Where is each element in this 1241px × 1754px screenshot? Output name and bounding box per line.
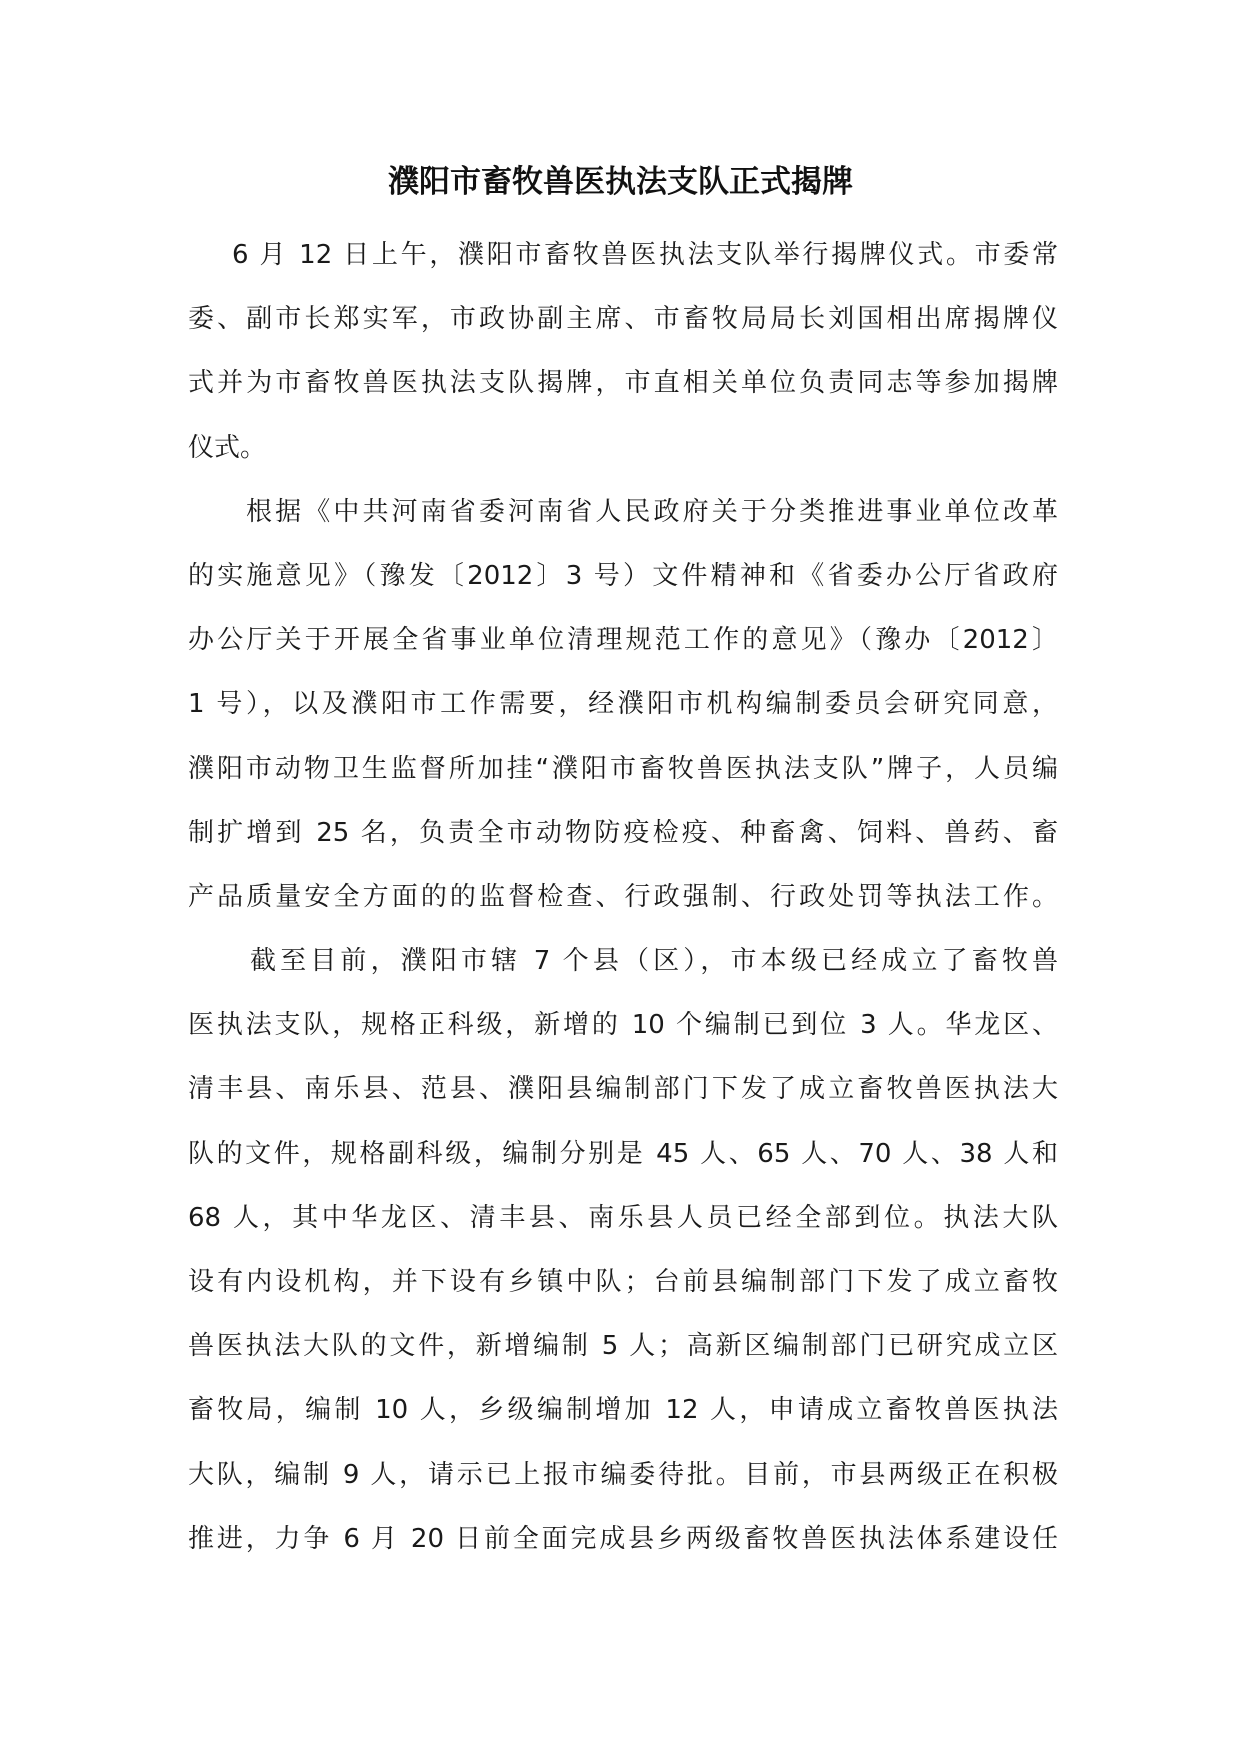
text-line: 式并为市畜牧兽医执法支队揭牌，市直相关单位负责同志等参加揭牌 <box>188 368 1058 399</box>
text-line: 仪式。 <box>188 432 267 463</box>
text-line: 根据《中共河南省委河南省人民政府关于分类推进事业单位改革 <box>246 496 1058 527</box>
text-line: 清丰县、南乐县、范县、濮阳县编制部门下发了成立畜牧兽医执法大 <box>188 1074 1058 1105</box>
text-line: 的实施意见》（豫发〔2012〕3 号）文件精神和《省委办公厅省政府 <box>188 560 1058 591</box>
text-line: 产品质量安全方面的的监督检查、行政强制、行政处罚等执法工作。 <box>188 881 1058 912</box>
paragraph-3 <box>188 929 1058 1571</box>
text-line: 办公厅关于开展全省事业单位清理规范工作的意见》（豫办〔2012〕 <box>188 625 1058 656</box>
text-line: 队的文件，规格副科级，编制分别是 45 人、65 人、70 人、38 人和 <box>188 1138 1058 1169</box>
text-line: 设有内设机构，并下设有乡镇中队；台前县编制部门下发了成立畜牧 <box>188 1267 1058 1297</box>
text-line: 兽医执法大队的文件，新增编制 5 人；高新区编制部门已研究成立区 <box>188 1331 1058 1362</box>
text-line: 委、副市长郑实军，市政协副主席、市畜牧局局长刘国相出席揭牌仪 <box>188 304 1058 335</box>
text-line: 68 人，其中华龙区、清丰县、南乐县人员已经全部到位。执法大队 <box>188 1202 1058 1233</box>
text-line: 医执法支队，规格正科级，新增的 10 个编制已到位 3 人。华龙区、 <box>188 1010 1058 1041</box>
text-line: 大队，编制 9 人，请示已上报市编委待批。目前，市县两级正在积极 <box>188 1459 1058 1490</box>
text-line: 畜牧局，编制 10 人，乡级编制增加 12 人，申请成立畜牧兽医执法 <box>188 1395 1058 1426</box>
text-line: 6 月 12 日上午，濮阳市畜牧兽医执法支队举行揭牌仪式。市委常 <box>232 240 1058 270</box>
document-title: 濮阳市畜牧兽医执法支队正式揭牌 <box>388 164 853 200</box>
paragraph-2 <box>188 480 1058 929</box>
paragraph-1 <box>188 223 1058 480</box>
text-line: 截至目前，濮阳市辖 7 个县（区），市本级已经成立了畜牧兽 <box>250 946 1058 977</box>
text-line: 1 号），以及濮阳市工作需要，经濮阳市机构编制委员会研究同意， <box>188 689 1058 720</box>
text-line: 濮阳市动物卫生监督所加挂“濮阳市畜牧兽医执法支队”牌子，人员编 <box>188 753 1058 784</box>
text-line: 推进，力争 6 月 20 日前全面完成县乡两级畜牧兽医执法体系建设任 <box>188 1523 1058 1554</box>
text-line: 制扩增到 25 名，负责全市动物防疫检疫、种畜禽、饲料、兽药、畜 <box>188 817 1058 848</box>
document-body <box>188 223 1058 1571</box>
